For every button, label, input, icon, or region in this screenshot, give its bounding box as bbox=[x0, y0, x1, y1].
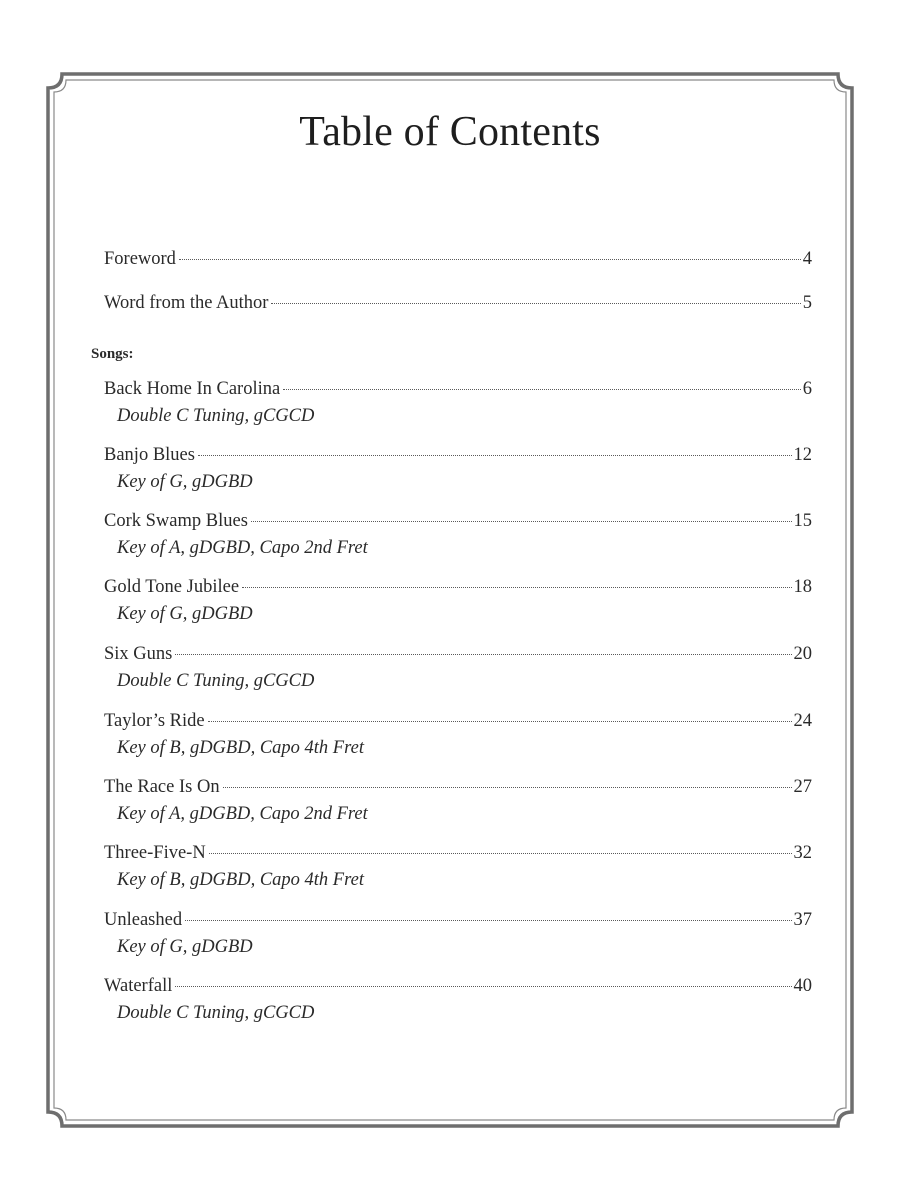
dot-leader bbox=[209, 853, 792, 854]
tuning-note: Key of A, gDGBD, Capo 2nd Fret bbox=[117, 804, 368, 824]
toc-entry-word-from-author[interactable] bbox=[104, 292, 812, 314]
page-number: 27 bbox=[793, 777, 812, 797]
page-number: 32 bbox=[793, 843, 812, 863]
page-number: 40 bbox=[793, 976, 812, 996]
tuning-note: Double C Tuning, gCGCD bbox=[117, 1003, 315, 1023]
page-number: 12 bbox=[793, 445, 812, 465]
songs-heading: Songs: bbox=[91, 346, 134, 362]
toc-entry-song[interactable] bbox=[104, 576, 812, 625]
dot-leader bbox=[175, 986, 791, 987]
toc-entry-song[interactable] bbox=[104, 842, 812, 891]
tuning-note: Double C Tuning, gCGCD bbox=[117, 671, 315, 691]
dot-leader bbox=[175, 654, 791, 655]
tuning-note: Key of G, gDGBD bbox=[117, 604, 253, 624]
dot-leader bbox=[223, 787, 792, 788]
dot-leader bbox=[185, 920, 791, 921]
toc-entry-song[interactable] bbox=[104, 510, 812, 559]
toc-entry-song[interactable] bbox=[104, 444, 812, 493]
dot-leader bbox=[198, 455, 792, 456]
entry-label: Six Guns bbox=[104, 644, 173, 664]
tuning-note: Key of B, gDGBD, Capo 4th Fret bbox=[117, 870, 364, 890]
entry-label: Waterfall bbox=[104, 976, 173, 996]
entry-label: Banjo Blues bbox=[104, 445, 195, 465]
tuning-note: Key of A, gDGBD, Capo 2nd Fret bbox=[117, 538, 368, 558]
page-title: Table of Contents bbox=[299, 109, 601, 155]
page-number: 6 bbox=[802, 379, 812, 399]
entry-label: Unleashed bbox=[104, 910, 183, 930]
entry-label: Gold Tone Jubilee bbox=[104, 577, 240, 597]
tuning-note: Key of G, gDGBD bbox=[117, 472, 253, 492]
page-number: 4 bbox=[802, 249, 812, 269]
toc-entry-song[interactable] bbox=[104, 776, 812, 825]
dot-leader bbox=[251, 521, 792, 522]
entry-label: Word from the Author bbox=[104, 293, 269, 313]
entry-label: Cork Swamp Blues bbox=[104, 511, 248, 531]
page-number: 24 bbox=[793, 711, 812, 731]
toc-entry-song[interactable] bbox=[104, 975, 812, 1024]
entry-label: Taylor’s Ride bbox=[104, 711, 205, 731]
toc-entry-song[interactable] bbox=[104, 643, 812, 692]
page-number: 15 bbox=[793, 511, 812, 531]
entry-label: Three-Five-N bbox=[104, 843, 206, 863]
dot-leader bbox=[242, 587, 791, 588]
tuning-note: Key of G, gDGBD bbox=[117, 937, 253, 957]
tuning-note: Key of B, gDGBD, Capo 4th Fret bbox=[117, 738, 364, 758]
toc-entry-foreword[interactable] bbox=[104, 248, 812, 270]
page-number: 37 bbox=[793, 910, 812, 930]
toc-entry-song[interactable] bbox=[104, 378, 812, 427]
page-number: 20 bbox=[793, 644, 812, 664]
entry-label: Foreword bbox=[104, 249, 176, 269]
dot-leader bbox=[271, 303, 800, 304]
toc-entry-song[interactable] bbox=[104, 710, 812, 759]
tuning-note: Double C Tuning, gCGCD bbox=[117, 406, 315, 426]
dot-leader bbox=[283, 389, 801, 390]
page-number: 5 bbox=[802, 293, 812, 313]
dot-leader bbox=[179, 259, 801, 260]
entry-label: Back Home In Carolina bbox=[104, 379, 281, 399]
toc-entry-song[interactable] bbox=[104, 909, 812, 958]
dot-leader bbox=[208, 721, 792, 722]
page-number: 18 bbox=[793, 577, 812, 597]
entry-label: The Race Is On bbox=[104, 777, 220, 797]
